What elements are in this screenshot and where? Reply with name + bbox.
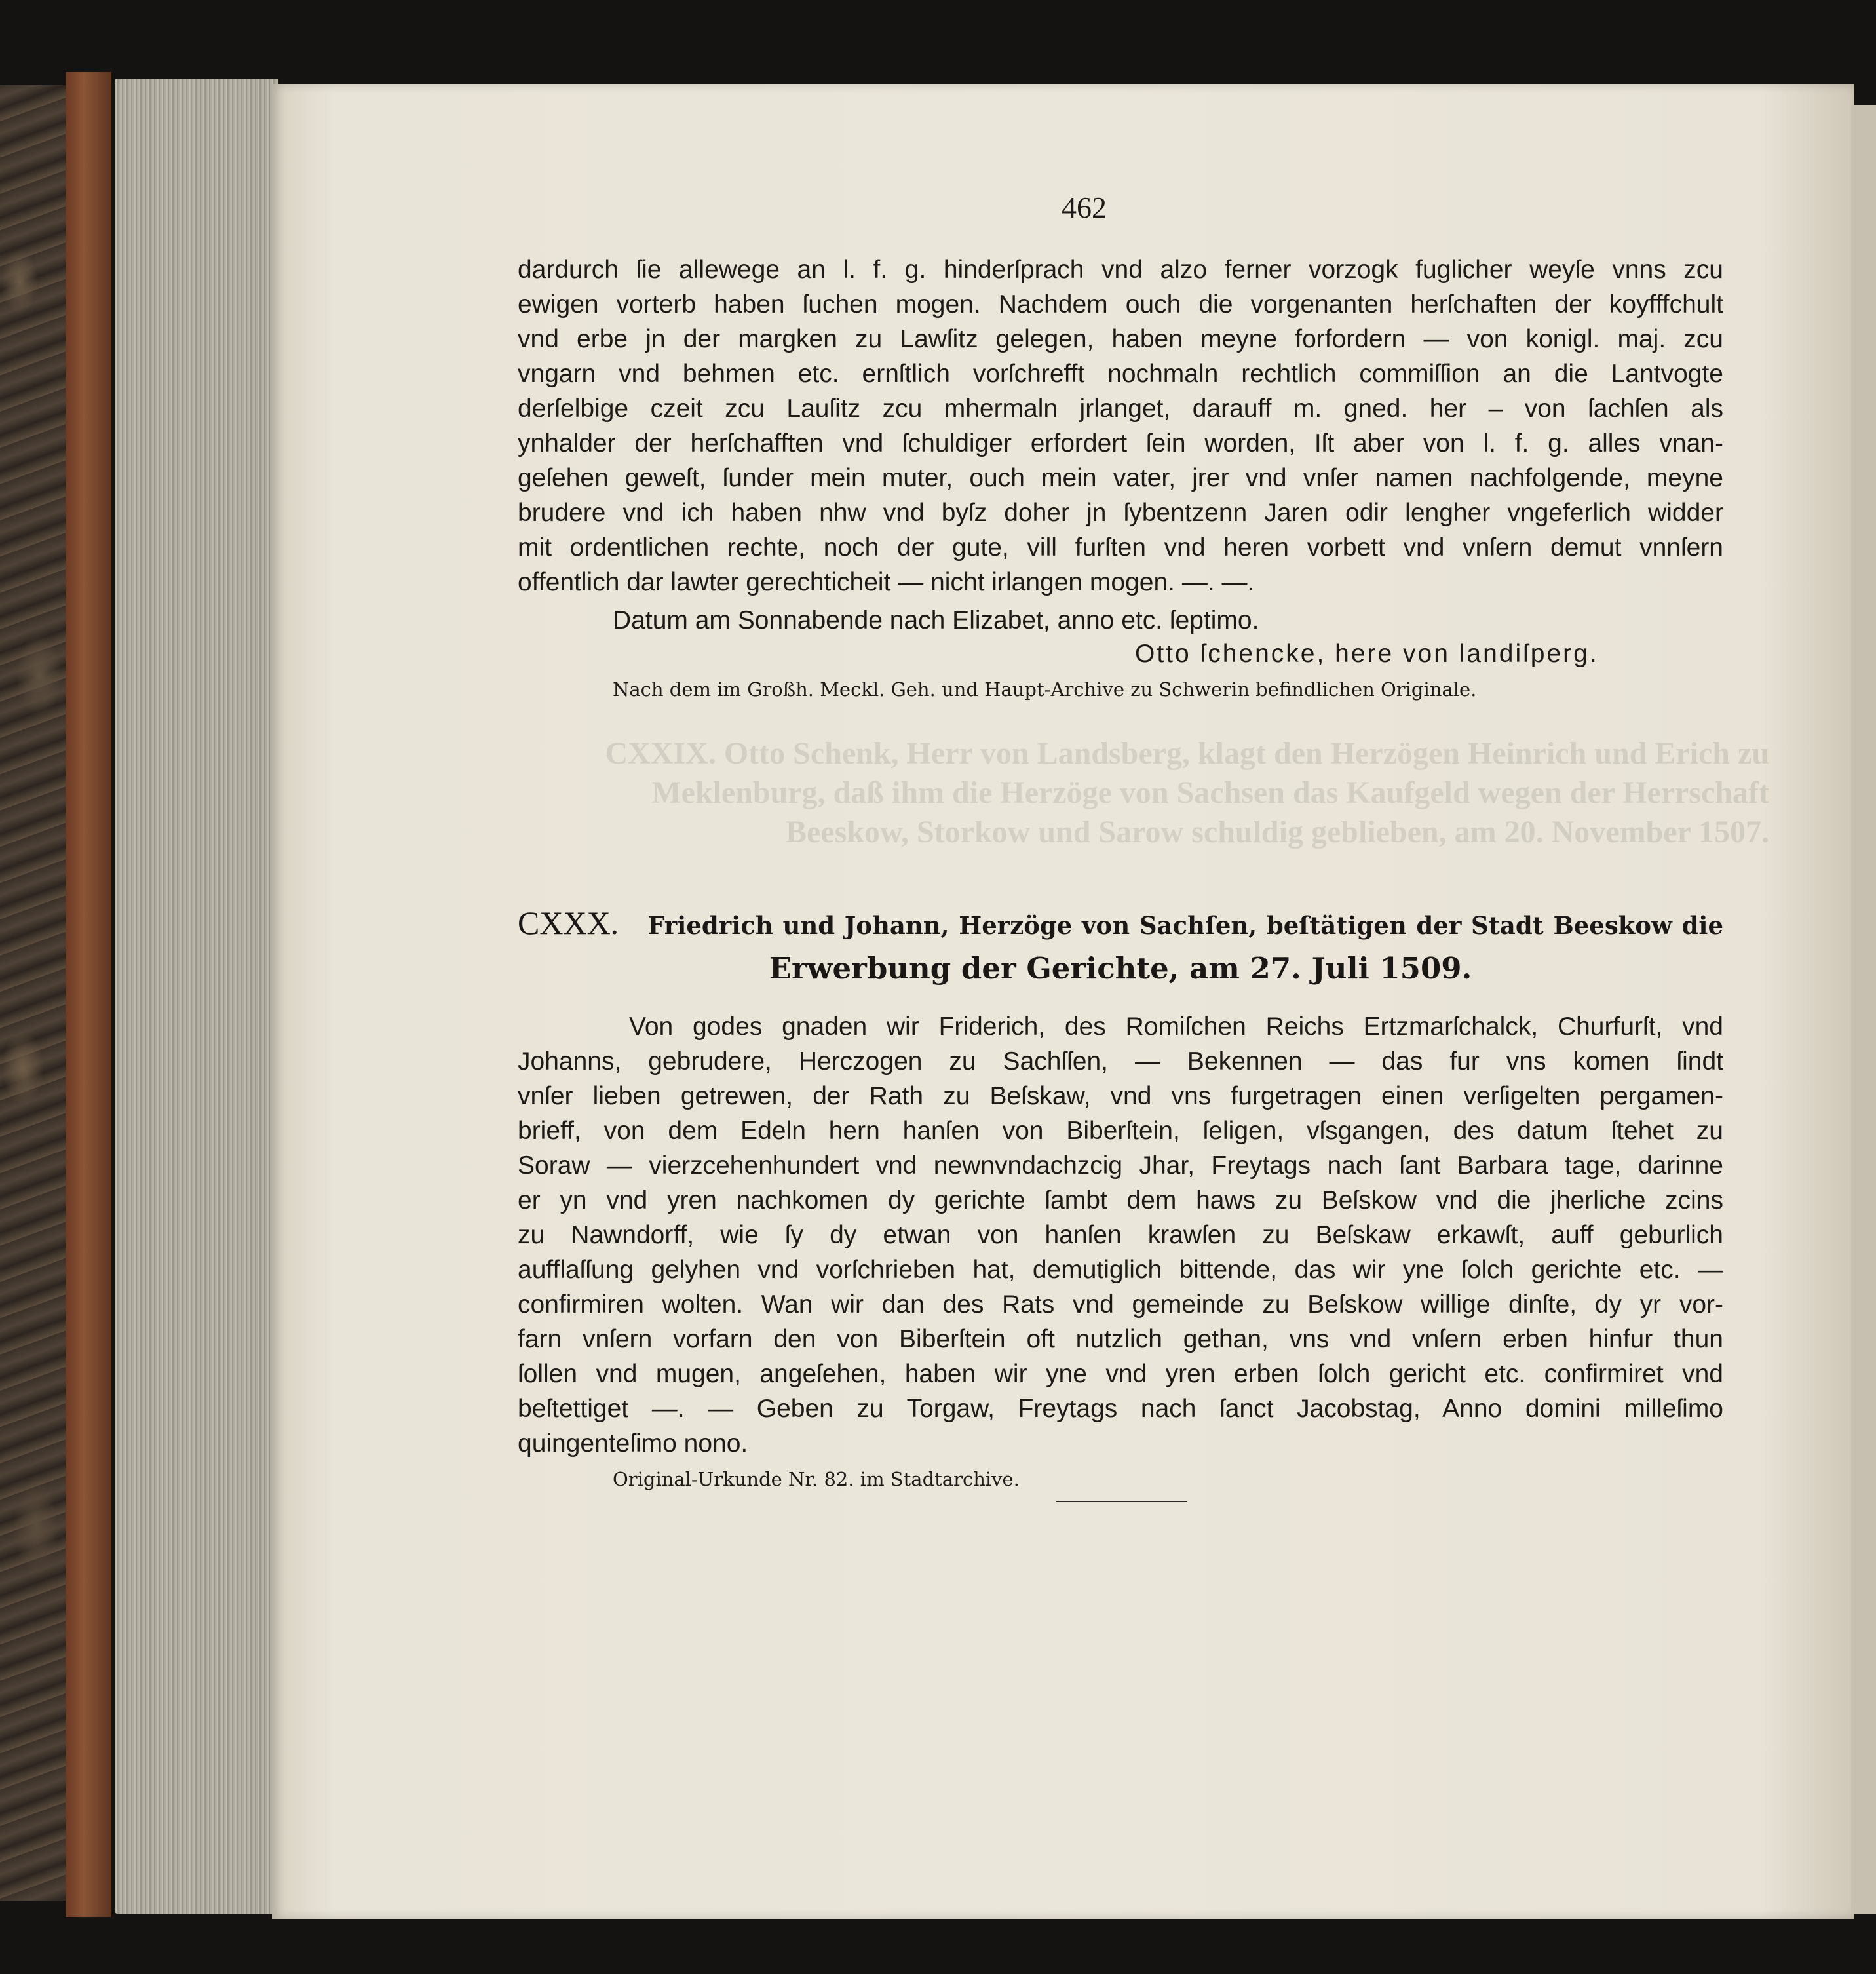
bleed-through-line: Meklenburg, daß ihm die Herzöge von Sachsen das Kaufgeld wegen der Herrschaft (651, 775, 1769, 810)
text-line: farn vnſern vorfarn den von Biberſtein oft nutzlich gethan, vns vnd vnſern erben hinfur thun (518, 1325, 1723, 1353)
section-divider-rule (1056, 1501, 1187, 1502)
bleed-through-line: Beeskow, Storkow und Sarow schuldig geblieben, am 20. November 1507. (785, 815, 1769, 849)
text-line: vnſer lieben getrewen, der Rath zu Beſskaw, vnd vns furgetragen einen verſigelten pergamen- (518, 1082, 1723, 1110)
document-1-source-note: Nach dem im Großh. Meckl. Geh. und Haupt-Archive zu Schwerin befindlichen Originale. (613, 678, 1477, 701)
text-line: beſtettiget —. — Geben zu Torgaw, Freytags nach ſanct Jacobstag, Anno domini milleſimo (518, 1395, 1723, 1423)
text-line: brieff, von dem Edeln hern hanſen von Biberſtein, ſeligen, vſsgangen, des datum ſtehet zu (518, 1117, 1723, 1145)
page-number: 462 (1062, 191, 1107, 224)
text-line: ynhalder der herſchafften vnd ſchuldiger erfordert ſein worden, Iſt aber von l. f. g. alles vnan- (518, 429, 1723, 457)
text-line: vnd erbe jn der margken zu Lawſitz gelegen, haben meyne forfordern — von konigl. maj. zcu (518, 325, 1723, 353)
text-line: mit ordentlichen rechte, noch der gute, vill furſten vnd heren vorbett vnd vnſern demut vnnſern (518, 533, 1723, 562)
facing-page-edge (1851, 105, 1876, 1914)
document-2-heading (518, 901, 1723, 990)
text-line: vngarn vnd behmen etc. ernſtlich vorſchrefft nochmaln rechtlich commiſſion an die Lantvogte (518, 360, 1723, 388)
text-line: geſehen geweſt, ſunder mein muter, ouch mein vater, jrer vnd vnſer namen nachfolgende, meyne (518, 464, 1723, 492)
text-line: confirmiren wolten. Wan wir dan des Rats vnd gemeinde zu Beſskow willige dinſte, dy yr vor- (518, 1290, 1723, 1319)
document-1-datum: Datum am Sonnabende nach Elizabet, anno etc. ſeptimo. (613, 606, 1259, 634)
text-line: Von godes gnaden wir Friderich, des Romiſchen Reichs Ertzmarſchalck, Churfurſt, vnd (629, 1013, 1723, 1041)
text-line: aufflaſſung gelyhen vnd vorſchrieben hat, demutiglich bittende, das wir yne ſolch gerichte etc. — (518, 1256, 1723, 1284)
text-line: ewigen vorterb haben ſuchen mogen. Nachdem ouch die vorgenanten herſchaften der koyfffchult (518, 290, 1723, 319)
book-cover-marbled (0, 85, 69, 1901)
text-line: brudere vnd ich haben nhw vnd byſz doher jn ſybentzenn Jaren odir lengher vngeferlich widder (518, 499, 1723, 527)
document-number: CXXX. (518, 904, 619, 941)
text-line: ſollen vnd mugen, angeſehen, haben wir yne vnd yren erben ſolch gericht etc. confirmiret vnd (518, 1360, 1723, 1388)
text-line: Johanns, gebrudere, Herczogen zu Sachſſen, — Bekennen — das fur vns komen ſindt (518, 1047, 1723, 1075)
heading-title-line: Erwerbung der Gerichte, am 27. Juli 1509. (769, 951, 1472, 986)
bleed-through-line: CXXIX. Otto Schenk, Herr von Landsberg, klagt den Herzögen Heinrich und Erich zu (605, 736, 1769, 771)
text-line: er yn vnd yren nachkomen dy gerichte ſambt dem haws zu Beſskow vnd die jherliche zcins (518, 1186, 1723, 1214)
book-spine-edge (66, 72, 111, 1917)
document-1-signature: Otto ſchencke, here von landiſperg. (1135, 640, 1599, 668)
heading-title-line: Friedrich und Johann, Herzöge von Sachſen, beſtätigen der Stadt Beeskow die (647, 911, 1723, 940)
text-line: Soraw — vierzcehenhundert vnd newnvndachzcig Jhar, Freytags nach ſant Barbara tage, darinne (518, 1152, 1723, 1180)
document-2-body (518, 1009, 1723, 1461)
text-line: offentlich dar lawter gerechticheit — nicht irlangen mogen. —. —. (518, 568, 1255, 596)
bleed-through-heading (524, 734, 1769, 852)
text-line: derſelbige czeit zcu Lauſitz zcu mhermaln jrlanget, darauff m. gned. her ‒ von ſachſen als (518, 395, 1723, 423)
text-line: quingenteſimo nono. (518, 1429, 748, 1458)
document-2-source-note: Original-Urkunde Nr. 82. im Stadtarchive. (613, 1468, 1020, 1490)
text-line: dardurch ſie allewege an l. f. g. hinderſprach vnd alzo ferner vorzogk fuglicher weyſe vnns zcu (518, 256, 1723, 284)
text-line: zu Nawndorff, wie ſy dy etwan von hanſen krawſen zu Beſskaw erkawſt, auff geburlich (518, 1221, 1723, 1249)
document-1-body (518, 252, 1723, 600)
page-block-edges (115, 79, 278, 1914)
